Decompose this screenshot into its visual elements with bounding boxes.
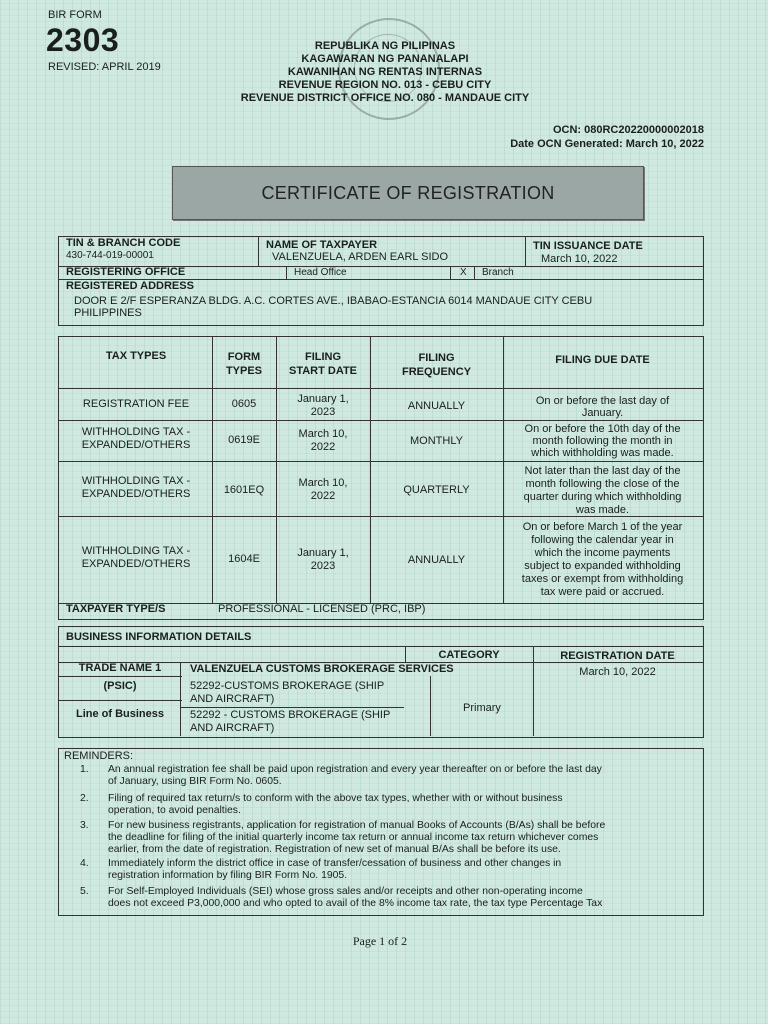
tax-row-2-form: 0619E [228,434,260,446]
tax-row-2-start-1: March 10, [298,428,348,440]
trade-name-value: VALENZUELA CUSTOMS BROKERAGE SERVICES [190,663,454,675]
form-revised: REVISED: APRIL 2019 [48,61,161,73]
tax-row-1-due-2: January. [581,407,624,419]
tax-row-2-frequency: MONTHLY [410,435,463,447]
branch-option: Branch [482,267,514,278]
tax-row-4-due-3: which the income payments [534,547,671,559]
certificate-title: CERTIFICATE OF REGISTRATION [172,166,644,220]
taxpayer-type-label: TAXPAYER TYPE/S [66,603,166,615]
form-number: 2303 [46,22,120,58]
tax-row-3-type-1: WITHHOLDING TAX - [81,475,191,487]
tax-row-3-due-3: quarter during which withholding [523,491,682,503]
header-line1: REPUBLIKA NG PILIPINAS [314,40,456,52]
tax-row-3-due-2: month following the close of the [525,478,680,490]
line-of-business-value-line2: AND AIRCRAFT) [190,722,275,734]
tax-row-2-start-2: 2022 [310,441,336,453]
ocn-number: OCN: 080RC20220000002018 [552,124,704,136]
tax-row-1-due-1: On or before the last day of [535,395,670,407]
tax-row-3-type-2: EXPANDED/OTHERS [81,488,191,500]
page-number: Page 1 of 2 [352,934,408,948]
registration-date-header: REGISTRATION DATE [560,650,675,662]
reminder-3-number: 3. [80,820,89,831]
reminder-1-line1: An annual registration fee shall be paid upon registration and every year thereafter on or before the last day [108,764,602,775]
filing-start-header-1: FILING [304,351,342,363]
reminder-4-line2: registration information by filing BIR Form No. 1905. [108,870,348,881]
tax-row-1-start-2: 2023 [310,406,336,418]
psic-value-line1: 52292-CUSTOMS BROKERAGE (SHIP [190,680,385,692]
form-types-header-1: FORM [227,351,261,363]
reminder-2-line1: Filing of required tax return/s to conform with the above tax types, whether with or without business [108,793,563,804]
tax-row-4-start-2: 2023 [310,560,336,572]
registration-date-value: March 10, 2022 [579,666,656,678]
tax-row-4-type-2: EXPANDED/OTHERS [81,558,191,570]
tax-row-3-start-1: March 10, [298,477,348,489]
line-of-business-value-line1: 52292 - CUSTOMS BROKERAGE (SHIP [190,709,391,721]
tax-row-2-due-1: On or before the 10th day of the [524,423,681,435]
tin-label: TIN & BRANCH CODE [66,237,181,249]
filing-start-header-2: START DATE [288,365,358,377]
reminders-title: REMINDERS: [64,750,134,762]
registering-office-label: REGISTERING OFFICE [66,266,186,278]
tax-row-4-due-6: tax were paid or accrued. [540,586,665,598]
tax-row-4-frequency: ANNUALLY [407,554,466,566]
reminder-3-line3: earlier, from the date of registration. Registration of new set of manual B/As shall be before its use. [108,844,561,855]
tax-row-4-due-2: following the calendar year in [531,534,674,546]
tax-row-3-start-2: 2022 [310,490,336,502]
reminder-5-number: 5. [80,886,89,897]
form-label: BIR FORM [48,9,102,21]
tax-row-4-due-5: taxes or exempt from withholding [521,573,684,585]
trade-name-label: TRADE NAME 1 [78,662,162,674]
registered-address-line2: PHILIPPINES [74,307,142,319]
registered-address-line1: DOOR E 2/F ESPERANZA BLDG. A.C. CORTES AVE., IBABAO-ESTANCIA 6014 MANDAUE CITY CEBU [74,295,593,307]
header-line4: REVENUE REGION NO. 013 - CEBU CITY [278,79,492,91]
tax-row-4-start-1: January 1, [297,547,349,559]
filing-frequency-header-2: FREQUENCY [401,366,472,378]
tax-row-2-type-2: EXPANDED/OTHERS [81,439,191,451]
taxpayer-type-value: PROFESSIONAL - LICENSED (PRC, IBP) [218,603,426,615]
tax-row-4-due-1: On or before March 1 of the year [522,521,683,533]
registered-address-label: REGISTERED ADDRESS [66,280,194,292]
reminder-3-line1: For new business registrants, application for registration of manual Books of Accounts (B/As) shall be before [108,820,606,831]
tax-row-3-due-1: Not later than the last day of the [524,465,681,477]
header-line3: KAWANIHAN NG RENTAS INTERNAS [287,66,483,78]
tax-row-4-due-4: subject to expanded withholding [524,560,681,572]
line-of-business-label: Line of Business [75,708,165,720]
reminder-2-line2: operation, to avoid penalties. [108,805,241,816]
tax-row-1-type: REGISTRATION FEE [82,398,190,410]
tin-value: 430-744-019-00001 [66,250,154,261]
tax-row-4-type-1: WITHHOLDING TAX - [81,545,191,557]
reminder-1-line2: of January, using BIR Form No. 0605. [108,776,282,787]
reminder-4-line1: Immediately inform the district office in case of transfer/cessation of business and other changes in [108,858,562,869]
tax-row-1-start-1: January 1, [297,393,349,405]
category-value: Primary [463,702,501,714]
tax-types-header: TAX TYPES [105,350,167,362]
tax-row-3-frequency: QUARTERLY [403,484,470,496]
reminder-1-number: 1. [80,764,89,775]
psic-label: (PSIC) [103,680,137,692]
header-line5: REVENUE DISTRICT OFFICE NO. 080 - MANDAUE CITY [240,92,530,104]
tax-row-2-due-3: which withholding was made. [531,447,674,459]
tax-row-1-frequency: ANNUALLY [407,400,466,412]
tin-issuance-date: March 10, 2022 [541,253,618,265]
head-office-option: Head Office [294,267,347,278]
reminder-3-line2: the deadline for filing of the initial quarterly income tax return or annual income tax return whichever comes [108,832,599,843]
psic-value-line2: AND AIRCRAFT) [190,693,275,705]
reminder-4-number: 4. [80,858,89,869]
tax-row-3-form: 1601EQ [223,484,265,496]
tax-row-4-form: 1604E [228,553,260,565]
taxpayer-name: VALENZUELA, ARDEN EARL SIDO [272,251,449,263]
ocn-date: Date OCN Generated: March 10, 2022 [510,138,704,150]
tin-issuance-label: TIN ISSUANCE DATE [533,240,643,252]
tax-row-3-due-4: was made. [575,504,630,516]
business-info-label: BUSINESS INFORMATION DETAILS [66,631,252,643]
taxpayer-name-label: NAME OF TAXPAYER [266,239,378,251]
tax-row-2-type-1: WITHHOLDING TAX - [81,426,191,438]
filing-due-date-header: FILING DUE DATE [555,354,650,366]
tax-row-2-due-2: month following the month in [532,435,673,447]
category-header: CATEGORY [438,649,500,661]
reminder-2-number: 2. [80,793,89,804]
reminder-5-line1: For Self-Employed Individuals (SEI) whose gross sales and/or receipts and other non-operating income [108,886,583,897]
form-types-header-2: TYPES [225,365,263,377]
tax-row-1-form: 0605 [231,398,257,410]
header-line2: KAGAWARAN NG PANANALAPI [301,53,469,65]
head-office-check-mark: X [460,267,467,278]
reminder-5-line2: does not exceed P3,000,000 and who opted to avail of the 8% income tax rate, the tax type Percentage Tax [108,898,603,909]
filing-frequency-header-1: FILING [418,352,455,364]
